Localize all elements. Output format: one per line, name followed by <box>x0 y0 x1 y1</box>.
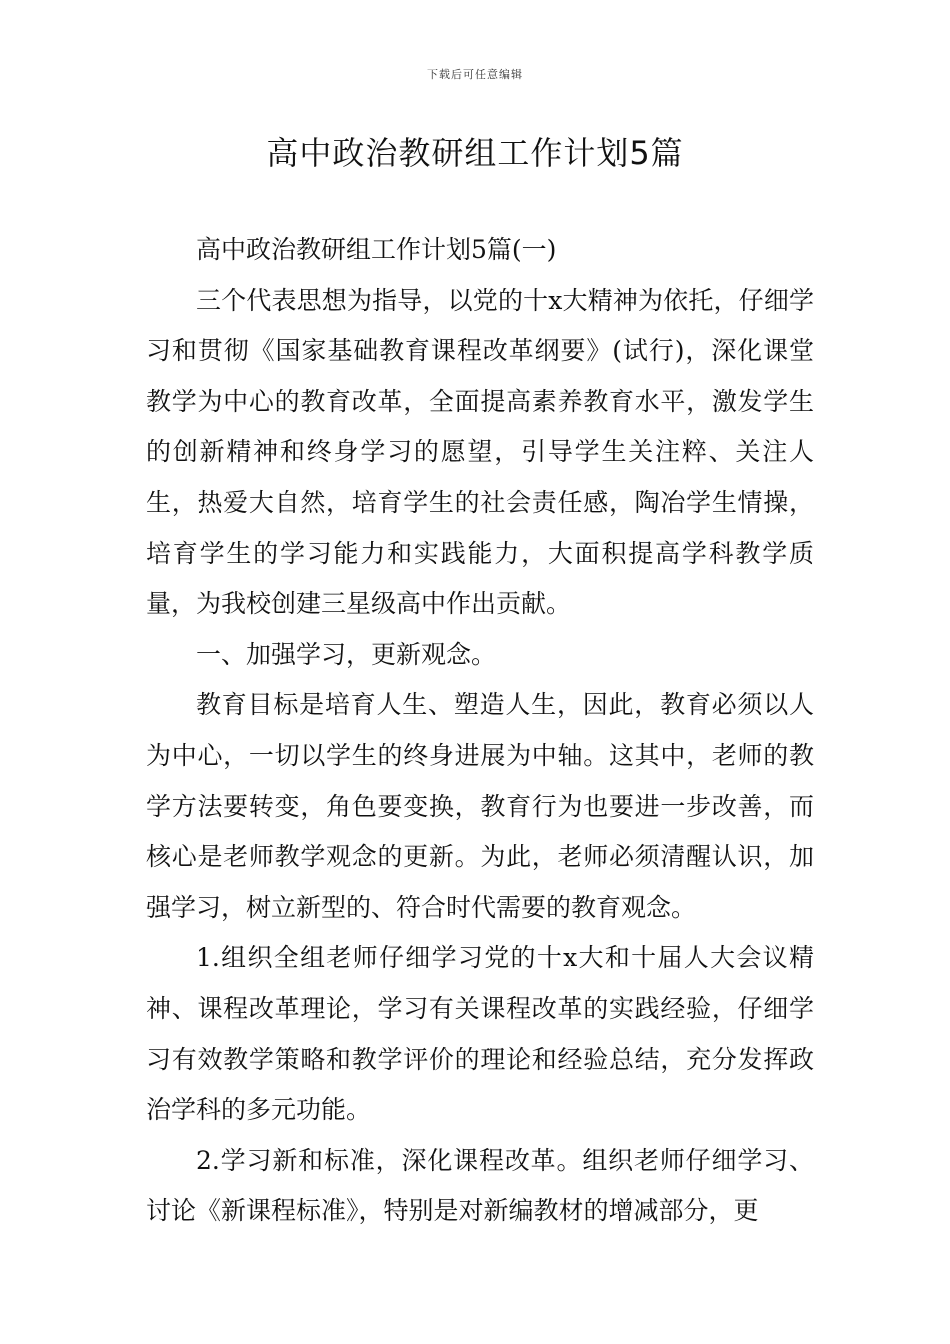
section-heading: 高中政治教研组工作计划5篇(一) <box>196 235 557 264</box>
document-title: 高中政治教研组工作计划5篇 <box>266 134 684 172</box>
subsection-heading: 一、加强学习，更新观念。 <box>196 639 497 669</box>
document-body <box>146 225 814 1237</box>
header-note: 下载后可任意编辑 <box>427 68 523 81</box>
list-item: 1.组织全组老师仔细学习党的十x大和十届人大会议精神、课程改革理论，学习有关课程改革的实践经验，仔细学习有效教学策略和教学评价的理论和经验总结，充分发挥政治学科的多元功能。 <box>146 943 814 1125</box>
paragraph: 三个代表思想为指导，以党的十x大精神为依托，仔细学习和贯彻《国家基础教育课程改革纲要》(试行)，深化课堂教学为中心的教育改革，全面提高素养教育水平，激发学生的创新精神和终身学习的愿望，引导学生关注粹、关注人生，热爱大自然，培育学生的社会责任感，陶冶学生情操，培育学生的学习能力和实践能力，大面积提高学科教学质量，为我校创建三星级高中作出贡献。 <box>146 285 814 619</box>
paragraph: 教育目标是培育人生、塑造人生，因此，教育必须以人为中心，一切以学生的终身进展为中轴。这其中，老师的教学方法要转变，角色要变换，教育行为也要进一步改善，而核心是老师教学观念的更新。为此，老师必须清醒认识，加强学习，树立新型的、符合时代需要的教育观念。 <box>146 690 814 922</box>
list-item: 2.学习新和标准，深化课程改革。组织老师仔细学习、讨论《新课程标准》，特别是对新编教材的增减部分，更 <box>146 1145 814 1226</box>
